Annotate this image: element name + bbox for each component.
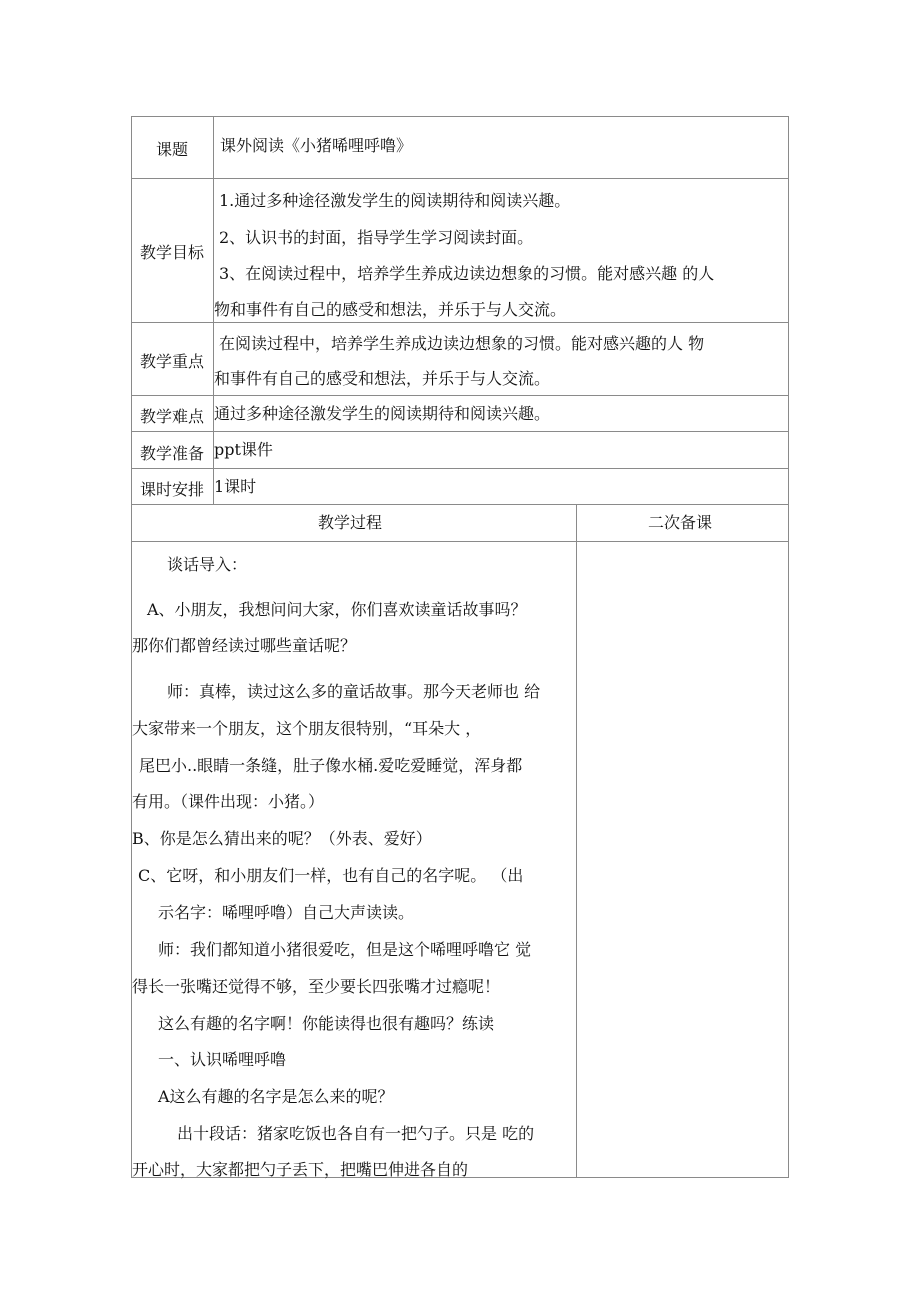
row-divider	[131, 178, 789, 179]
row-divider	[131, 541, 789, 542]
table-border-right	[788, 116, 789, 1178]
row-label-schedule: 课时安排	[139, 480, 204, 499]
objective-line: 2、认识书的封面，指导学生学习阅读封面。	[219, 228, 534, 247]
process-line: C、它呀，和小朋友们一样，也有自己的名字呢。 （出	[138, 866, 524, 885]
objective-line: 3、在阅读过程中，培养学生养成边读边想象的习惯。能对感兴趣 的人	[219, 264, 715, 283]
key-point-line: 和事件有自己的感受和想法，并乐于与人交流。	[214, 369, 551, 388]
process-line: 谈话导入：	[167, 555, 248, 574]
topic-value: 课外阅读《小猪唏哩呼噜》	[220, 136, 413, 155]
objective-line: 物和事件有自己的感受和想法，并乐于与人交流。	[214, 300, 567, 319]
process-line: 师：真棒，读过这么多的童话故事。那今天老师也 给	[167, 682, 541, 701]
process-line: 尾巴小..眼睛一条缝，肚子像水桶.爱吃爱睡觉，浑身都	[139, 756, 523, 775]
row-label-topic: 课题	[155, 140, 188, 159]
schedule-value: 1课时	[214, 477, 257, 496]
process-line: A、小朋友，我想问问大家，你们喜欢读童话故事吗？	[147, 600, 527, 619]
process-line: 那你们都曾经读过哪些童话呢？	[132, 636, 357, 655]
process-line: 师：我们都知道小猪很爱吃，但是这个唏哩呼噜它 觉	[158, 940, 532, 959]
table-border-top	[131, 116, 789, 117]
process-line: 得长一张嘴还觉得不够，至少要长四张嘴才过瘾呢！	[132, 977, 501, 996]
notes-header: 二次备课	[648, 513, 713, 532]
row-label-key-points: 教学重点	[139, 352, 204, 371]
row-divider	[131, 431, 789, 432]
process-line: 有用。（课件出现：小猪。）	[132, 792, 325, 811]
row-divider	[131, 395, 789, 396]
process-line: 示名字：唏哩呼噜）自己大声读读。	[158, 903, 415, 922]
objective-line: 1.通过多种途径激发学生的阅读期待和阅读兴趣。	[219, 191, 571, 210]
process-line: 一、认识唏哩呼噜	[158, 1050, 287, 1069]
process-line: B、你是怎么猜出来的呢？（外表、爱好）	[132, 829, 432, 848]
process-line: 这么有趣的名字啊！你能读得也很有趣吗？练读	[158, 1014, 495, 1033]
row-label-difficulties: 教学难点	[139, 407, 204, 426]
process-line: A这么有趣的名字是怎么来的呢？	[158, 1087, 394, 1106]
preparation-value: ppt课件	[214, 440, 273, 459]
difficulty-value: 通过多种途径激发学生的阅读期待和阅读兴趣。	[214, 404, 551, 423]
row-divider	[131, 322, 789, 323]
row-divider	[131, 468, 789, 469]
column-divider	[576, 504, 577, 1177]
process-line: 出十段话：猪家吃饭也各自有一把勺子。只是 吃的	[177, 1124, 535, 1143]
process-header: 教学过程	[318, 513, 383, 532]
process-line: 大家带来一个朋友，这个朋友很特别，“耳朵大 ，	[132, 719, 482, 738]
row-label-preparation: 教学准备	[139, 444, 204, 463]
row-label-objectives: 教学目标	[139, 243, 204, 262]
key-point-line: 在阅读过程中，培养学生养成边读边想象的习惯。能对感兴趣的人 物	[219, 334, 705, 353]
row-divider	[131, 504, 789, 505]
process-line: 开心时，大家都把勺子丢下，把嘴巴伸进各自的	[132, 1160, 469, 1179]
